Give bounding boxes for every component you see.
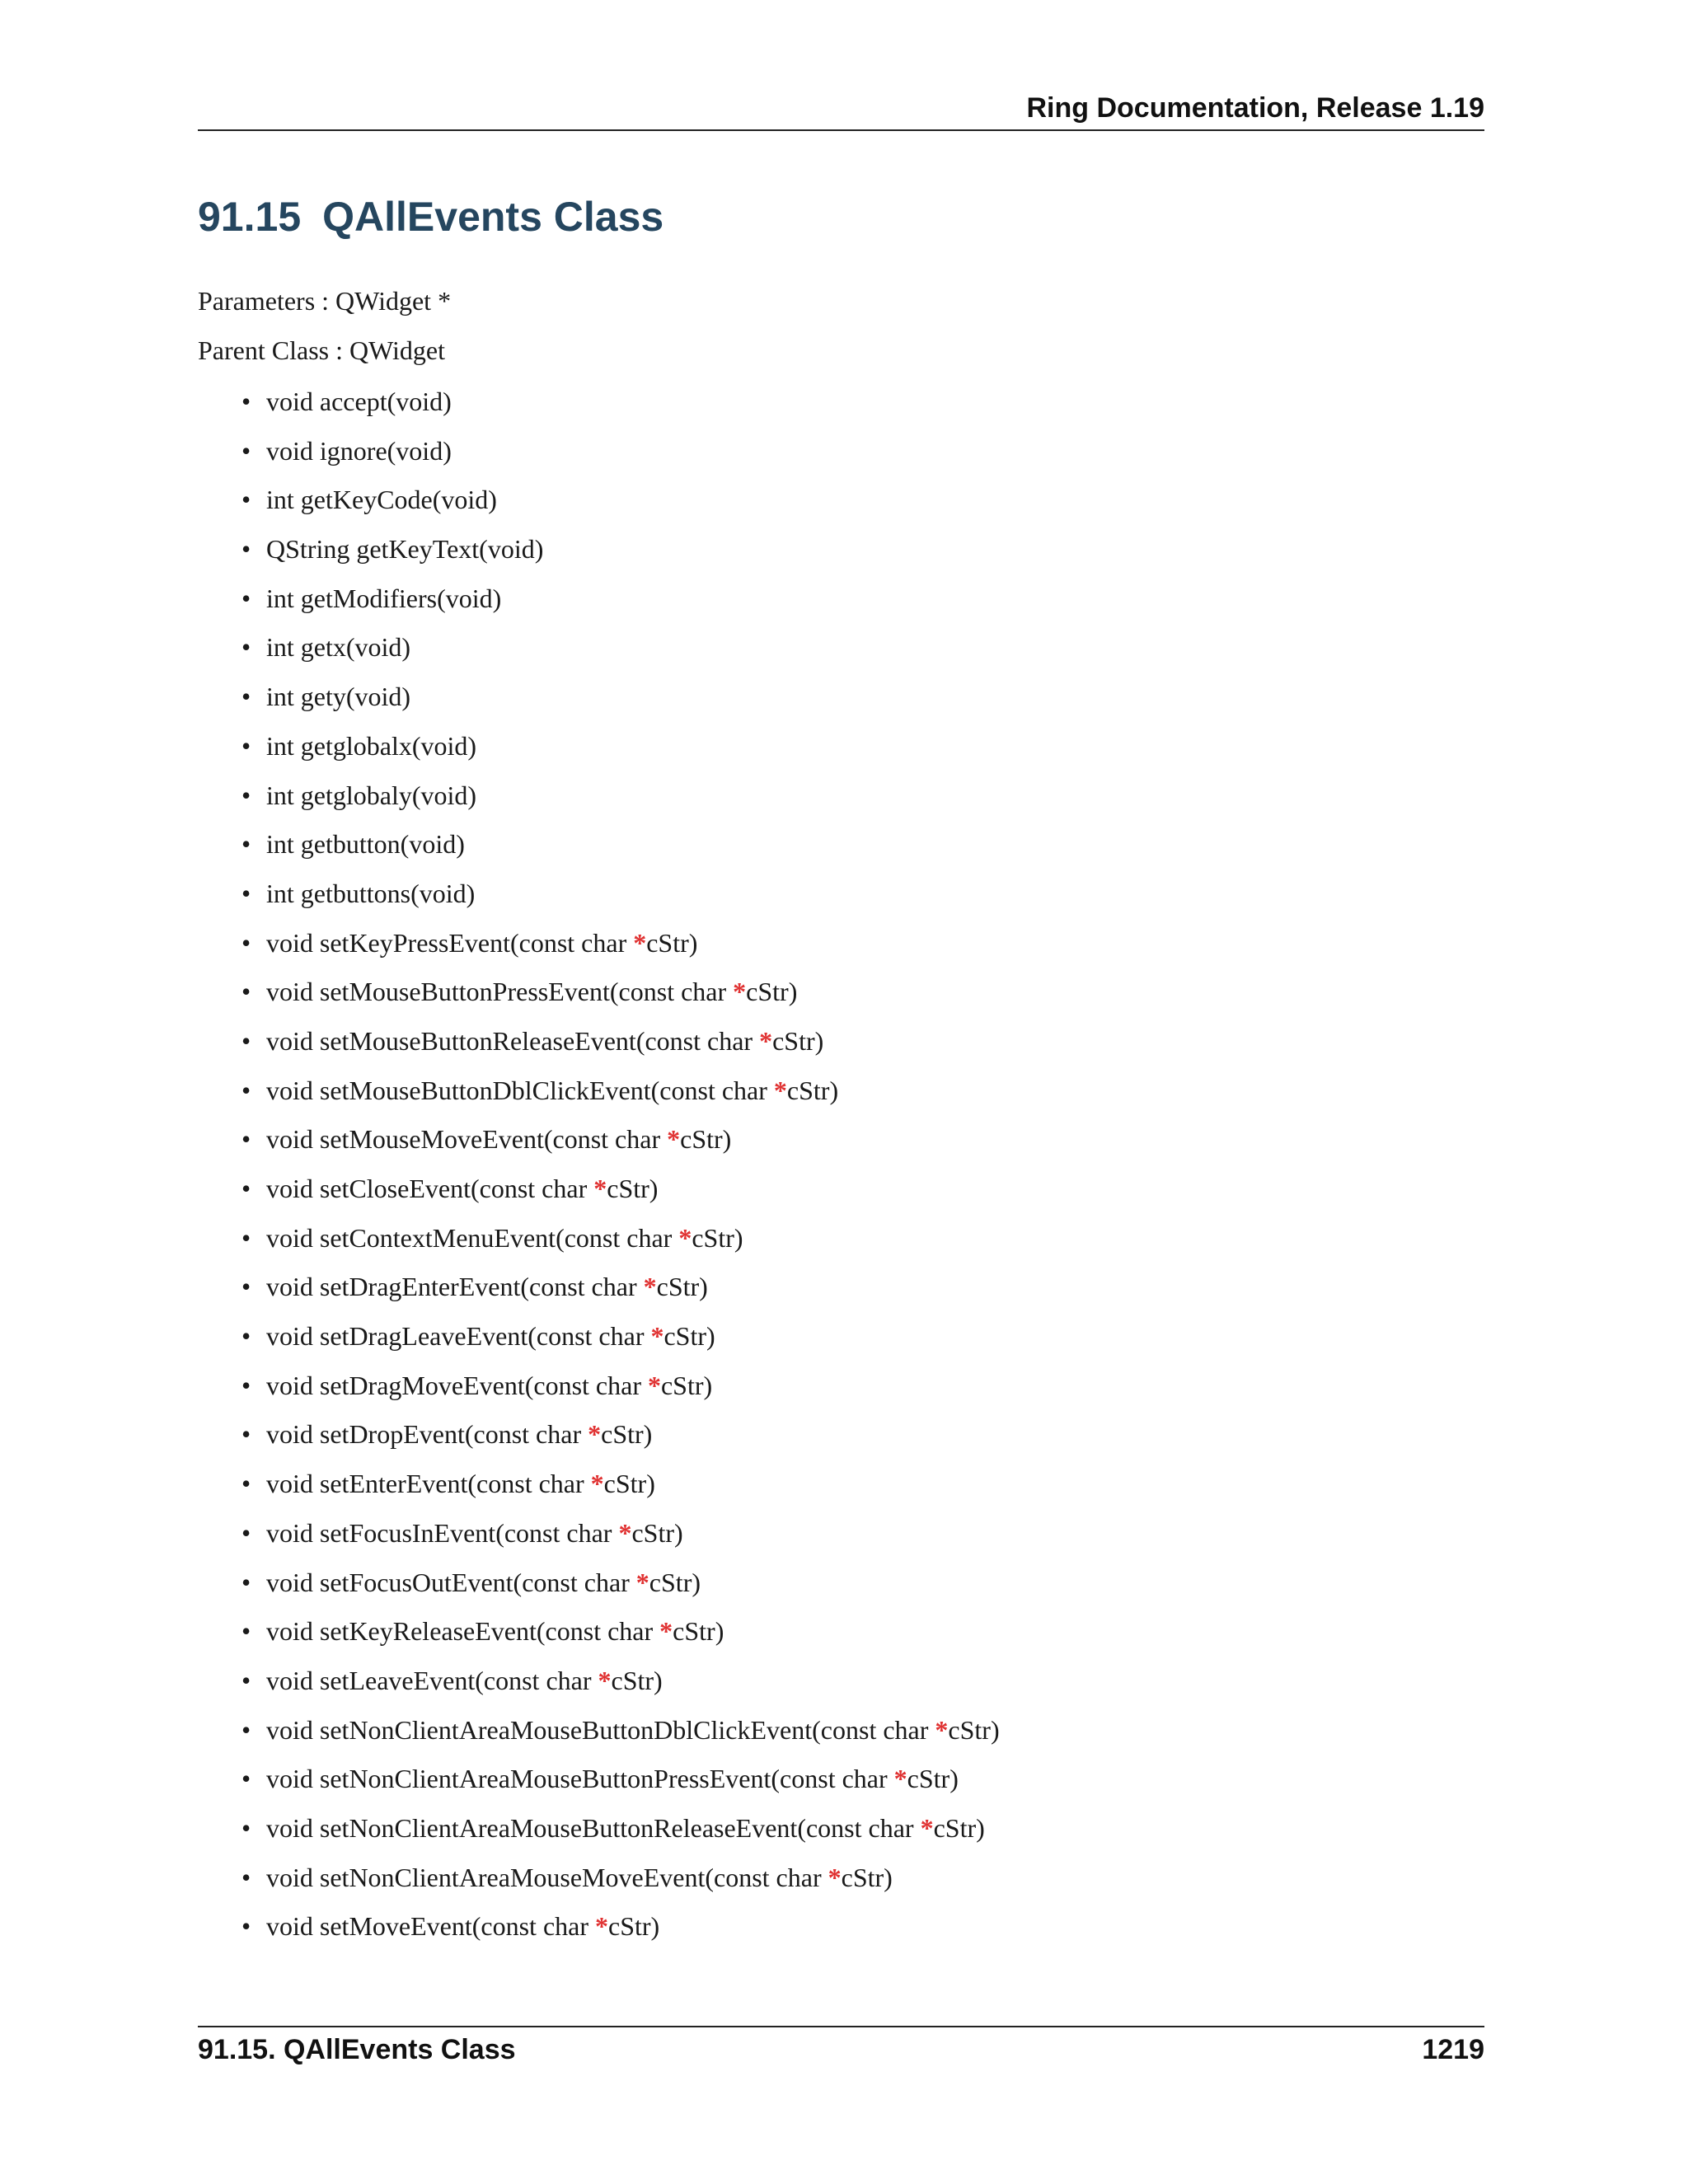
method-signature-tail: cStr)	[649, 1567, 701, 1597]
method-signature-tail: cStr)	[680, 1124, 732, 1155]
bullet-icon: •	[241, 435, 251, 466]
bullet-icon: •	[241, 682, 251, 712]
footer-section-title: 91.15. QAllEvents Class	[198, 2034, 516, 2065]
header-rule	[198, 129, 1484, 131]
method-signature: void setContextMenuEvent(const char	[266, 1222, 679, 1253]
pointer-asterisk: *	[595, 1911, 608, 1942]
pointer-asterisk: *	[598, 1665, 612, 1695]
bullet-icon: •	[241, 1567, 251, 1597]
section-number: 91.15	[198, 194, 302, 240]
method-list	[198, 385, 1000, 1959]
pointer-asterisk: *	[828, 1862, 842, 1892]
method-list-item	[198, 1319, 1000, 1369]
method-signature-tail: cStr)	[746, 977, 798, 1007]
bullet-icon: •	[241, 1665, 251, 1695]
bullet-icon: •	[241, 534, 251, 565]
method-list-item	[198, 1024, 1000, 1074]
pointer-asterisk: *	[588, 1419, 602, 1450]
bullet-icon: •	[241, 1222, 251, 1253]
method-list-item	[198, 975, 1000, 1024]
bullet-icon: •	[241, 878, 251, 908]
method-list-item	[198, 1713, 1000, 1763]
method-signature-tail: cStr)	[611, 1665, 663, 1695]
bullet-icon: •	[241, 1370, 251, 1400]
method-signature: void setEnterEvent(const char	[266, 1469, 591, 1499]
bullet-icon: •	[241, 1714, 251, 1745]
bullet-icon: •	[241, 1616, 251, 1647]
method-list-item	[198, 1369, 1000, 1418]
method-list-item	[198, 926, 1000, 976]
method-signature: int gety(void)	[266, 682, 411, 712]
method-list-item	[198, 1172, 1000, 1221]
method-signature-tail: cStr)	[656, 1272, 708, 1302]
pointer-asterisk: *	[647, 1370, 661, 1400]
method-signature-tail: cStr)	[907, 1764, 959, 1794]
method-signature: void setCloseEvent(const char	[266, 1174, 594, 1203]
method-signature: void setKeyReleaseEvent(const char	[266, 1616, 660, 1647]
method-list-item	[198, 1811, 1000, 1861]
method-signature-tail: cStr)	[608, 1911, 660, 1942]
method-list-item	[198, 1467, 1000, 1516]
method-list-item	[198, 1270, 1000, 1319]
method-signature: void ignore(void)	[266, 435, 452, 466]
method-signature: void setMouseMoveEvent(const char	[266, 1124, 668, 1155]
pointer-asterisk: *	[618, 1517, 632, 1548]
method-signature: int getModifiers(void)	[266, 583, 502, 613]
method-list-item	[198, 630, 1000, 680]
method-signature: void setKeyPressEvent(const char	[266, 927, 634, 958]
method-signature: void setNonClientAreaMouseMoveEvent(const char	[266, 1862, 828, 1892]
method-list-item	[198, 1221, 1000, 1271]
method-list-item	[198, 1615, 1000, 1664]
method-list-item	[198, 877, 1000, 926]
bullet-icon: •	[241, 1911, 251, 1942]
method-list-item	[198, 1861, 1000, 1910]
method-signature: void setMoveEvent(const char	[266, 1911, 595, 1942]
bullet-icon: •	[241, 730, 251, 761]
method-signature: int getglobalx(void)	[266, 730, 477, 761]
method-signature: void setLeaveEvent(const char	[266, 1665, 598, 1695]
method-signature: void setNonClientAreaMouseButtonReleaseEvent(const char	[266, 1812, 921, 1843]
method-signature: void setDragLeaveEvent(const char	[266, 1321, 651, 1352]
pointer-asterisk: *	[667, 1124, 681, 1155]
pointer-asterisk: *	[643, 1272, 657, 1302]
method-signature-tail: cStr)	[772, 1025, 824, 1056]
bullet-icon: •	[241, 780, 251, 810]
method-list-item	[198, 532, 1000, 582]
method-signature: int getx(void)	[266, 632, 411, 663]
pointer-asterisk: *	[633, 927, 647, 958]
method-list-item	[198, 1566, 1000, 1615]
method-signature: void setFocusOutEvent(const char	[266, 1567, 636, 1597]
method-list-item	[198, 483, 1000, 532]
bullet-icon: •	[241, 387, 251, 416]
running-header-title: Ring Documentation, Release 1.19	[1026, 92, 1484, 124]
pointer-asterisk: *	[759, 1025, 773, 1056]
method-signature-tail: cStr)	[631, 1517, 683, 1548]
pointer-asterisk: *	[935, 1714, 949, 1745]
bullet-icon: •	[241, 1764, 251, 1794]
method-list-item	[198, 385, 1000, 434]
method-signature: int getglobaly(void)	[266, 780, 477, 810]
method-signature: int getbuttons(void)	[266, 878, 476, 908]
method-list-item	[198, 729, 1000, 779]
method-signature: void setFocusInEvent(const char	[266, 1517, 619, 1548]
method-list-item	[198, 1910, 1000, 1959]
method-signature: void setNonClientAreaMouseButtonDblClickEvent(const char	[266, 1714, 935, 1745]
method-signature: void setDragMoveEvent(const char	[266, 1370, 648, 1400]
bullet-icon: •	[241, 927, 251, 958]
section-title: QAllEvents Class	[322, 194, 664, 240]
method-signature: void setNonClientAreaMouseButtonPressEvent(const char	[266, 1764, 894, 1794]
pointer-asterisk: *	[733, 977, 747, 1007]
method-list-item	[198, 680, 1000, 729]
footer-rule	[198, 2026, 1484, 2027]
parent-class-line: Parent Class : QWidget	[198, 335, 445, 365]
bullet-icon: •	[241, 1321, 251, 1352]
method-list-item	[198, 827, 1000, 877]
method-signature-tail: cStr)	[607, 1174, 659, 1203]
pointer-asterisk: *	[590, 1469, 604, 1499]
method-signature-tail: cStr)	[841, 1862, 893, 1892]
bullet-icon: •	[241, 632, 251, 663]
method-signature: void accept(void)	[266, 387, 452, 416]
pointer-asterisk: *	[773, 1075, 787, 1105]
bullet-icon: •	[241, 583, 251, 613]
method-signature-tail: cStr)	[603, 1469, 655, 1499]
bullet-icon: •	[241, 485, 251, 515]
pointer-asterisk: *	[593, 1174, 607, 1203]
method-signature-tail: cStr)	[646, 927, 698, 958]
method-list-item	[198, 1516, 1000, 1566]
section-heading	[198, 193, 663, 241]
method-list-item	[198, 1122, 1000, 1172]
bullet-icon: •	[241, 1517, 251, 1548]
method-signature-tail: cStr)	[601, 1419, 653, 1450]
pointer-asterisk: *	[893, 1764, 907, 1794]
method-signature-tail: cStr)	[948, 1714, 1000, 1745]
bullet-icon: •	[241, 1025, 251, 1056]
method-signature-tail: cStr)	[663, 1321, 715, 1352]
method-signature: void setMouseButtonDblClickEvent(const char	[266, 1075, 774, 1105]
pointer-asterisk: *	[650, 1321, 664, 1352]
pointer-asterisk: *	[635, 1567, 649, 1597]
bullet-icon: •	[241, 1124, 251, 1155]
bullet-icon: •	[241, 1812, 251, 1843]
bullet-icon: •	[241, 1419, 251, 1450]
method-list-item	[198, 1418, 1000, 1467]
method-signature-tail: cStr)	[786, 1075, 839, 1105]
method-list-item	[198, 1762, 1000, 1811]
bullet-icon: •	[241, 1075, 251, 1105]
bullet-icon: •	[241, 977, 251, 1007]
bullet-icon: •	[241, 829, 251, 860]
parameters-line: Parameters : QWidget *	[198, 286, 452, 316]
bullet-icon: •	[241, 1862, 251, 1892]
method-signature-tail: cStr)	[660, 1370, 713, 1400]
method-signature: void setDragEnterEvent(const char	[266, 1272, 644, 1302]
bullet-icon: •	[241, 1174, 251, 1203]
pointer-asterisk: *	[678, 1222, 692, 1253]
page-number: 1219	[1422, 2034, 1484, 2065]
method-signature-tail: cStr)	[933, 1812, 985, 1843]
method-list-item	[198, 582, 1000, 631]
method-signature: int getKeyCode(void)	[266, 485, 497, 515]
method-signature: void setMouseButtonPressEvent(const char	[266, 977, 734, 1007]
method-list-item	[198, 779, 1000, 828]
method-list-item	[198, 434, 1000, 484]
pointer-asterisk: *	[659, 1616, 673, 1647]
method-list-item	[198, 1664, 1000, 1713]
method-signature-tail: cStr)	[673, 1616, 724, 1647]
pointer-asterisk: *	[920, 1812, 934, 1843]
bullet-icon: •	[241, 1272, 251, 1302]
method-signature: void setDropEvent(const char	[266, 1419, 588, 1450]
method-signature: QString getKeyText(void)	[266, 534, 544, 565]
method-signature: void setMouseButtonReleaseEvent(const char	[266, 1025, 760, 1056]
bullet-icon: •	[241, 1469, 251, 1499]
method-signature: int getbutton(void)	[266, 829, 465, 860]
method-list-item	[198, 1074, 1000, 1123]
method-signature-tail: cStr)	[692, 1222, 743, 1253]
